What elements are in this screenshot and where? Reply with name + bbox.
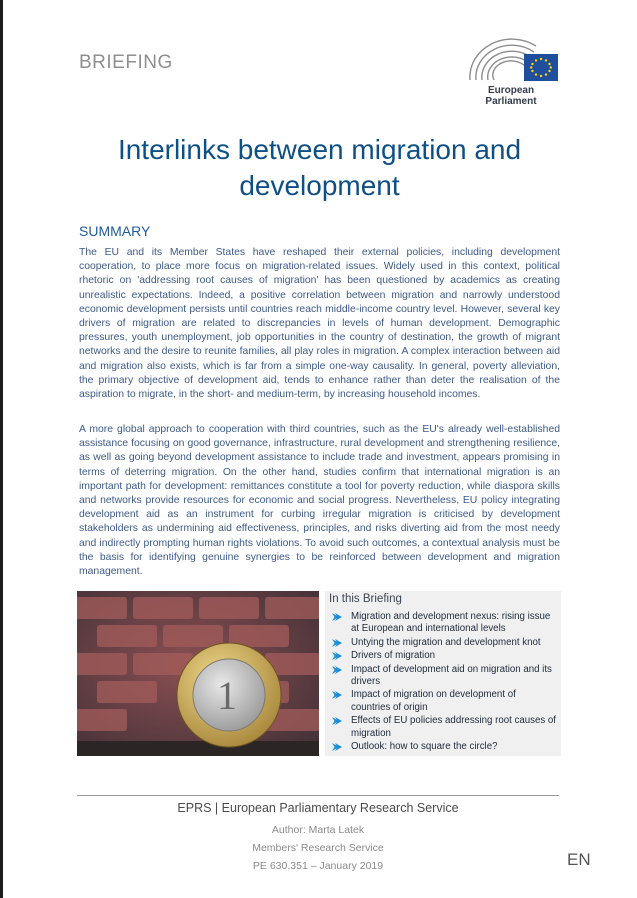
document-type-label: BRIEFING	[79, 52, 173, 73]
page-left-border	[0, 0, 3, 898]
toc-item-label: Effects of EU policies addressing root causes of migration	[351, 715, 556, 739]
toc-item[interactable]	[329, 664, 557, 689]
chevron-right-icon	[331, 665, 343, 675]
summary-paragraph-1: The EU and its Member States have reshaped their external policies, including development cooperation, to place more focus on migration-related issues. Widely used in this context, political rhetoric on 'addressing root causes of migration' has been questioned by academics as creating unrealistic expectations. Indeed, a positive correlation between migration and narrowly understood economic development persists until countries reach middle-income country level. However, several key drivers of migration are related to discrepancies in levels of human development. Demographic pressures, youth unemployment, job opportunities in the country of destination, the growth of migrant networks and the desire to reunite families, all play roles in migration. A complex interaction between aid and migration also exists, which is far from a simple one-way causality. In general, poverty alleviation, the primary objective of development aid, tends to enhance rather than deter the realisation of the aspiration to migrate, in the short- and medium-term, by increasing household incomes.	[79, 247, 560, 401]
in-this-briefing-box	[325, 591, 561, 756]
eprs-label: EPRS | European Parliamentary Research Service	[177, 801, 459, 815]
toc-item[interactable]	[329, 611, 557, 636]
chevron-right-icon	[331, 742, 343, 752]
chevron-right-icon	[331, 612, 343, 622]
toc-item-label: Drivers of migration	[351, 650, 435, 662]
service-line: Members' Research Service	[252, 842, 384, 854]
coin-on-brick-wall-photo	[77, 591, 319, 756]
footer-divider	[77, 795, 559, 796]
pe-number-date: PE 630.351 – January 2019	[252, 860, 384, 872]
chevron-right-icon	[331, 651, 343, 661]
toc-item[interactable]	[329, 650, 557, 662]
author-line: Author: Marta Latek	[271, 824, 365, 836]
summary-heading: SUMMARY	[79, 223, 151, 239]
toc-item[interactable]	[329, 741, 557, 753]
chevron-right-icon	[331, 638, 343, 648]
chevron-right-icon	[331, 716, 343, 726]
toc-item[interactable]	[329, 715, 557, 740]
logo-caption: European Parliament	[485, 85, 537, 107]
toc-item[interactable]	[329, 689, 557, 714]
toc-item[interactable]	[329, 637, 557, 649]
summary-paragraph-2: A more global approach to cooperation with third countries, such as the EU's already well-established assistance focusing on good governance, infrastructure, rural development and strengthening resilience, as well as going beyond development assistance to include trade and investment, appears promising in terms of deterring migration. On the other hand, studies confirm that international migration is an important path for development: remittances constitute a tool for poverty reduction, while diaspora skills and networks provide resources for economic and social progress. Nevertheless, EU policy integrating development aid as an instrument for curbing irregular migration is criticised by development stakeholders as undermining aid effectiveness, principles, and risks diverting aid from the most needy and indirectly prompting human rights violations. To avoid such outcomes, a contextual analysis must be the basis for identifying genuine synergies to be reinforced between development and migration management.	[79, 424, 560, 578]
svg-text:1: 1	[217, 673, 237, 718]
chevron-right-icon	[331, 690, 343, 700]
toc-item-label: Impact of migration on development of countries of origin	[351, 689, 516, 713]
toc-item-label: Impact of development aid on migration and its drivers	[351, 663, 552, 688]
language-code: EN	[567, 850, 591, 869]
toc-item-label: Migration and development nexus: rising issue at European and international levels	[351, 611, 551, 635]
toc-item-label: Untying the migration and development knot	[351, 636, 541, 648]
toc-title: In this Briefing	[329, 593, 402, 605]
toc-item-label: Outlook: how to square the circle?	[351, 741, 498, 753]
toc-list	[329, 611, 557, 753]
page-title: Interlinks between migration and development	[117, 134, 522, 201]
